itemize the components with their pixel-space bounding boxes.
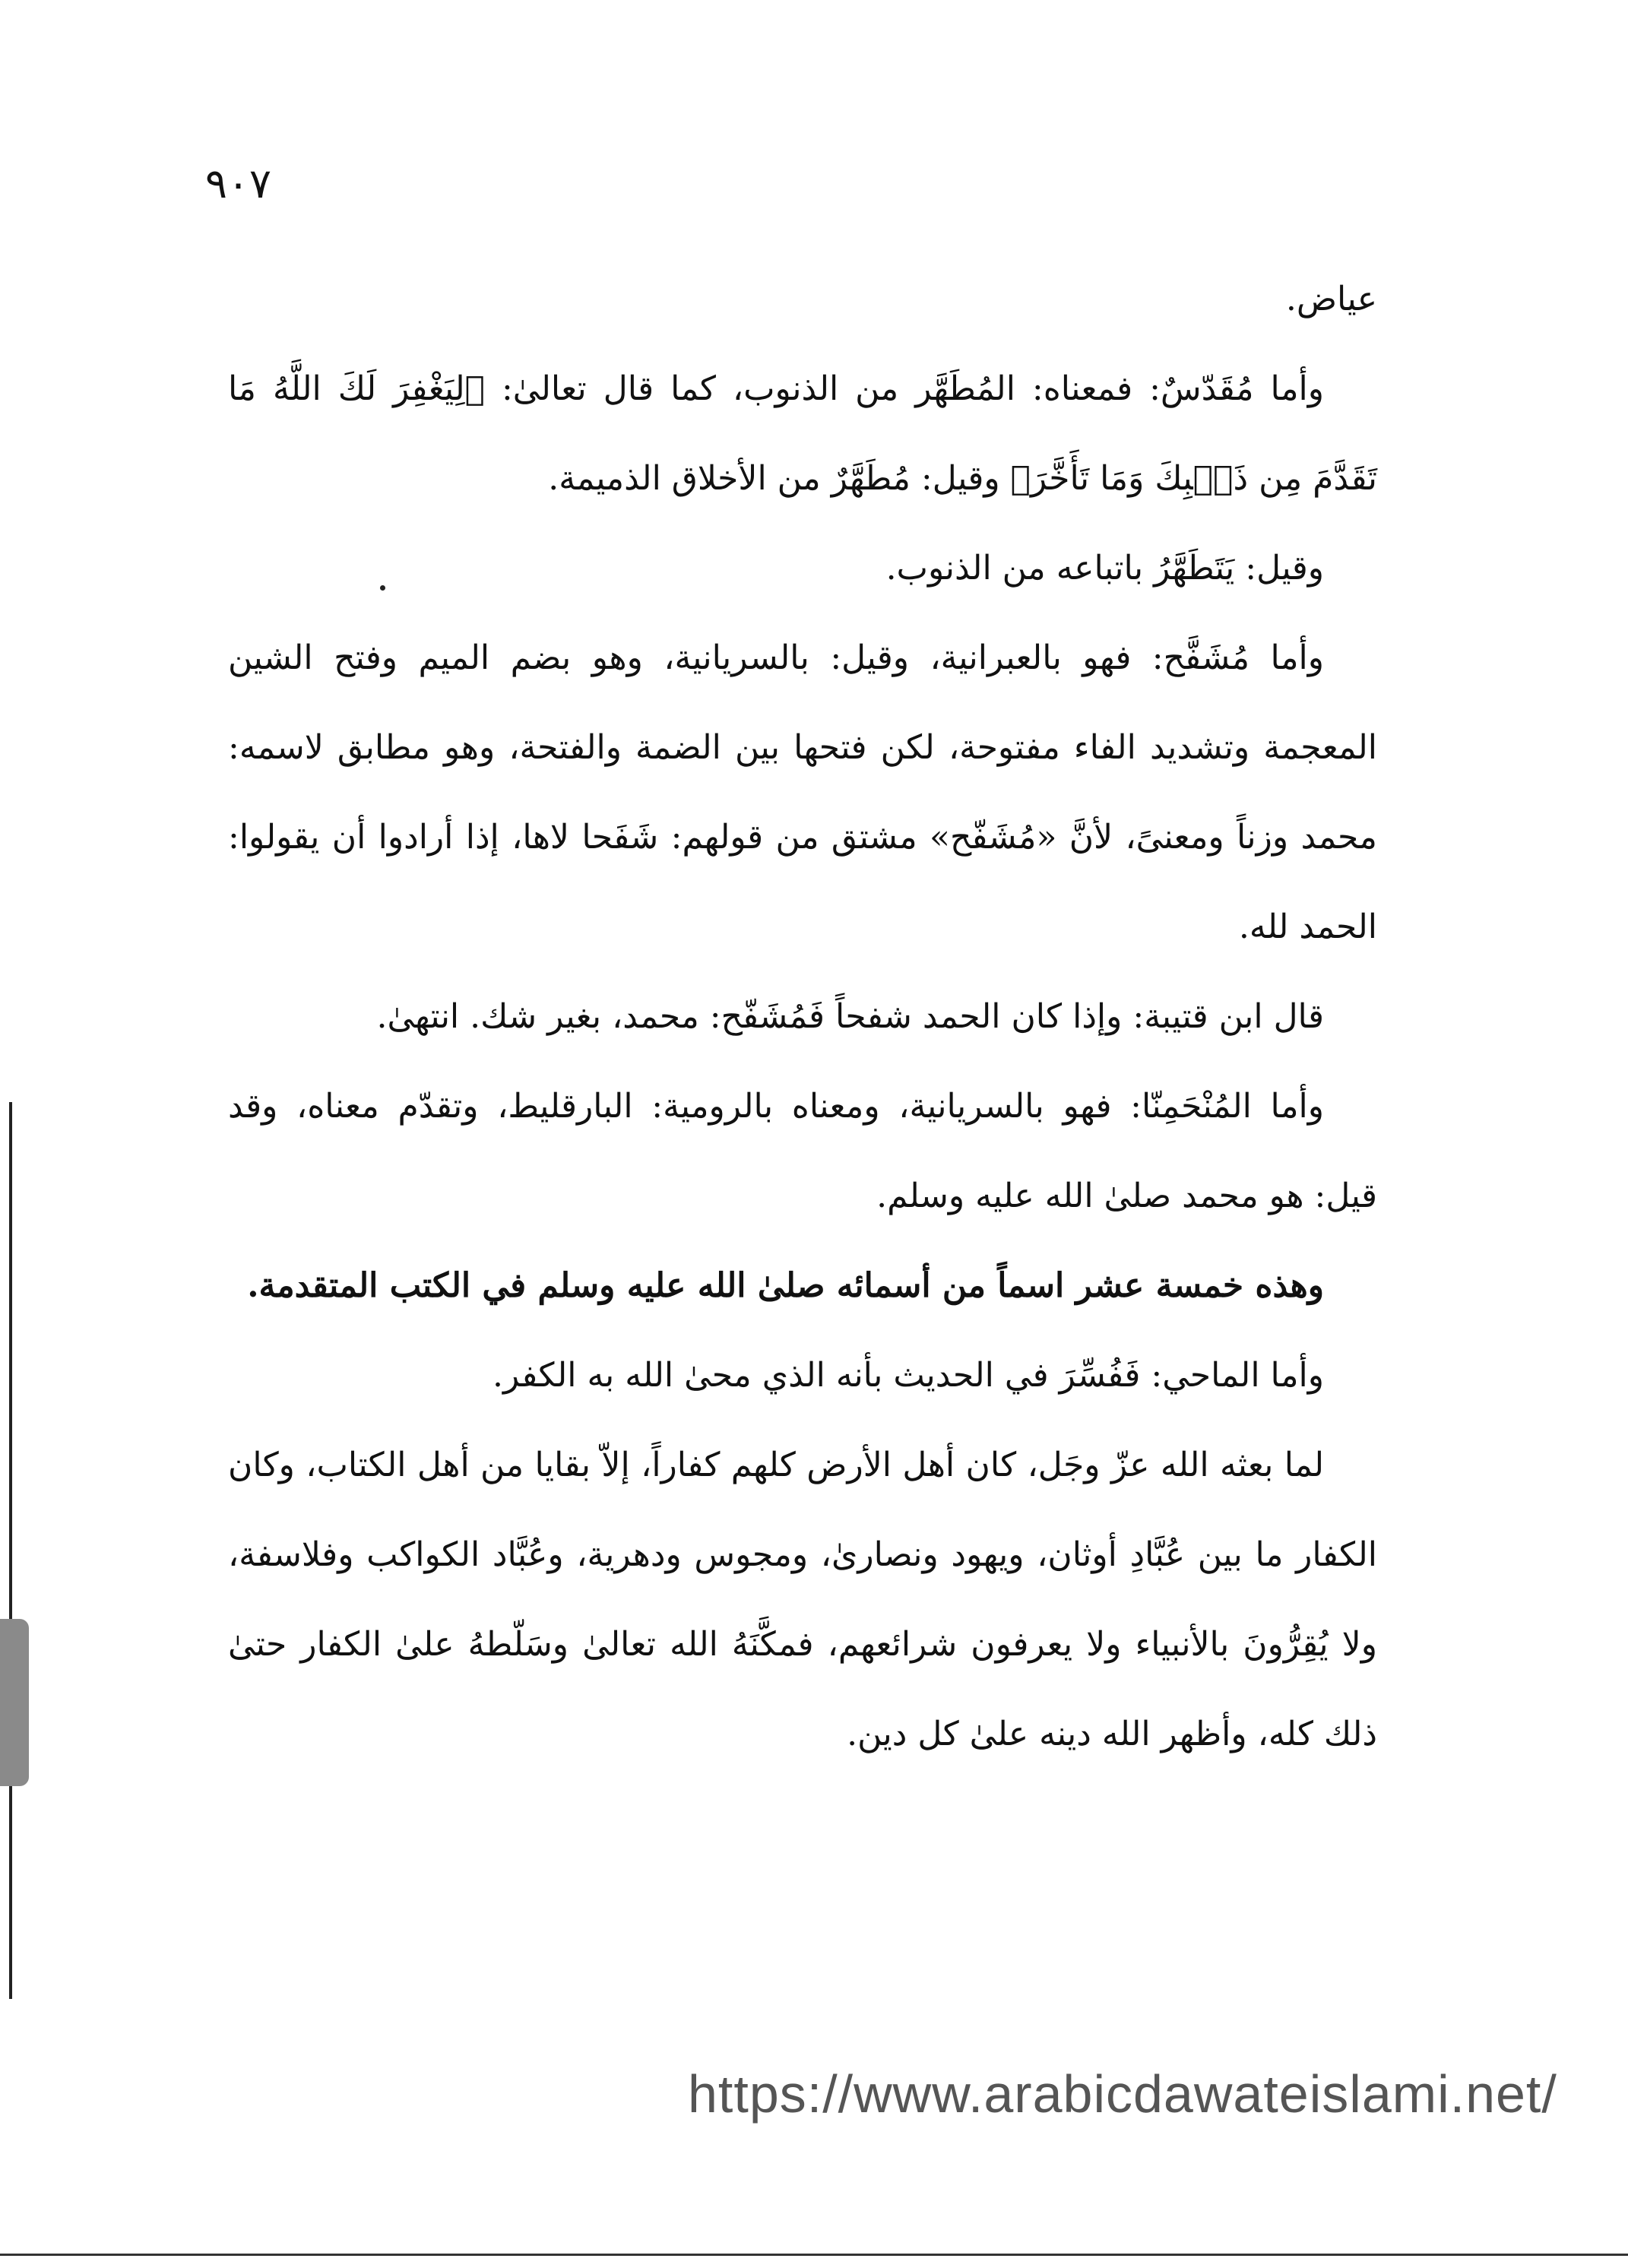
paragraph-7: وهذه خمسة عشر اسماً من أسمائه صلىٰ الله عليه وسلم في الكتب المتقدمة.	[247, 1266, 1324, 1305]
paragraph-8: وأما الماحي: فَفُسِّرَ في الحديث بأنه الذي محىٰ الله به الكفر.	[493, 1356, 1324, 1395]
scan-left-edge	[9, 1102, 12, 1999]
page-number: ٩٠٧	[205, 160, 272, 207]
main-text	[228, 255, 1377, 1779]
paragraph-3: وقيل: يَتَطَهَّرُ باتباعه من الذنوب.	[885, 549, 1324, 588]
paragraph-6: وأما المُنْحَمِنّا: فهو بالسريانية، ومعناه بالرومية: البارقليط، وتقدّم معناه، وقد قيل: هو محمد صلىٰ الله عليه وسلم.	[228, 1087, 1377, 1215]
paragraph-9: لما بعثه الله عزّ وجَل، كان أهل الأرض كلهم كفاراً، إلاّ بقايا من أهل الكتاب، وكان الكفار ما بين عُبَّادِ أوثان، ويهود ونصارىٰ، ومجوس ودهرية، وعُبَّاد الكواكب وفلاسفة، ولا يُقِرُّونَ بالأنبياء ولا يعرفون شرائعهم، فمكَّنَهُ الله تعالىٰ وسَلّطهُ علىٰ الكفار حتىٰ ذلك كله، وأظهر الله دينه علىٰ كل دين.	[228, 1446, 1377, 1753]
paragraph-4: وأما مُشَفَّح: فهو بالعبرانية، وقيل: بالسريانية، وهو بضم الميم وفتح الشين المعجمة وتشديد الفاء مفتوحة، لكن فتحها بين الضمة والفتحة، وهو مطابق لاسمه: محمد وزناً ومعنىً، لأنَّ «مُشَفّح» مشتق من قولهم: شَفَحا لاها، إذا أرادوا أن يقولوا: الحمد لله.	[228, 638, 1377, 946]
scan-bottom-edge	[0, 2254, 1628, 2256]
paragraph-1: عياض.	[1285, 280, 1377, 318]
ink-dot	[380, 585, 385, 591]
paragraph-2: وأما مُقَدّسٌ: فمعناه: المُطَهَّر من الذنوب، كما قال تعالىٰ: ﴿لِيَغْفِرَ لَكَ اللَّهُ مَا تَقَدَّمَ مِن ذَنۢبِكَ وَمَا تَأَخَّرَ﴾ وقيل: مُطَهَّرٌ من الأخلاق الذميمة.	[228, 369, 1377, 498]
paragraph-5: قال ابن قتيبة: وإذا كان الحمد شفحاً فَمُشَفّح: محمد، بغير شك. انتهىٰ.	[376, 997, 1324, 1036]
scan-binding-shadow	[0, 1619, 29, 1786]
watermark-url: https://www.arabicdawateislami.net/	[688, 2064, 1557, 2124]
